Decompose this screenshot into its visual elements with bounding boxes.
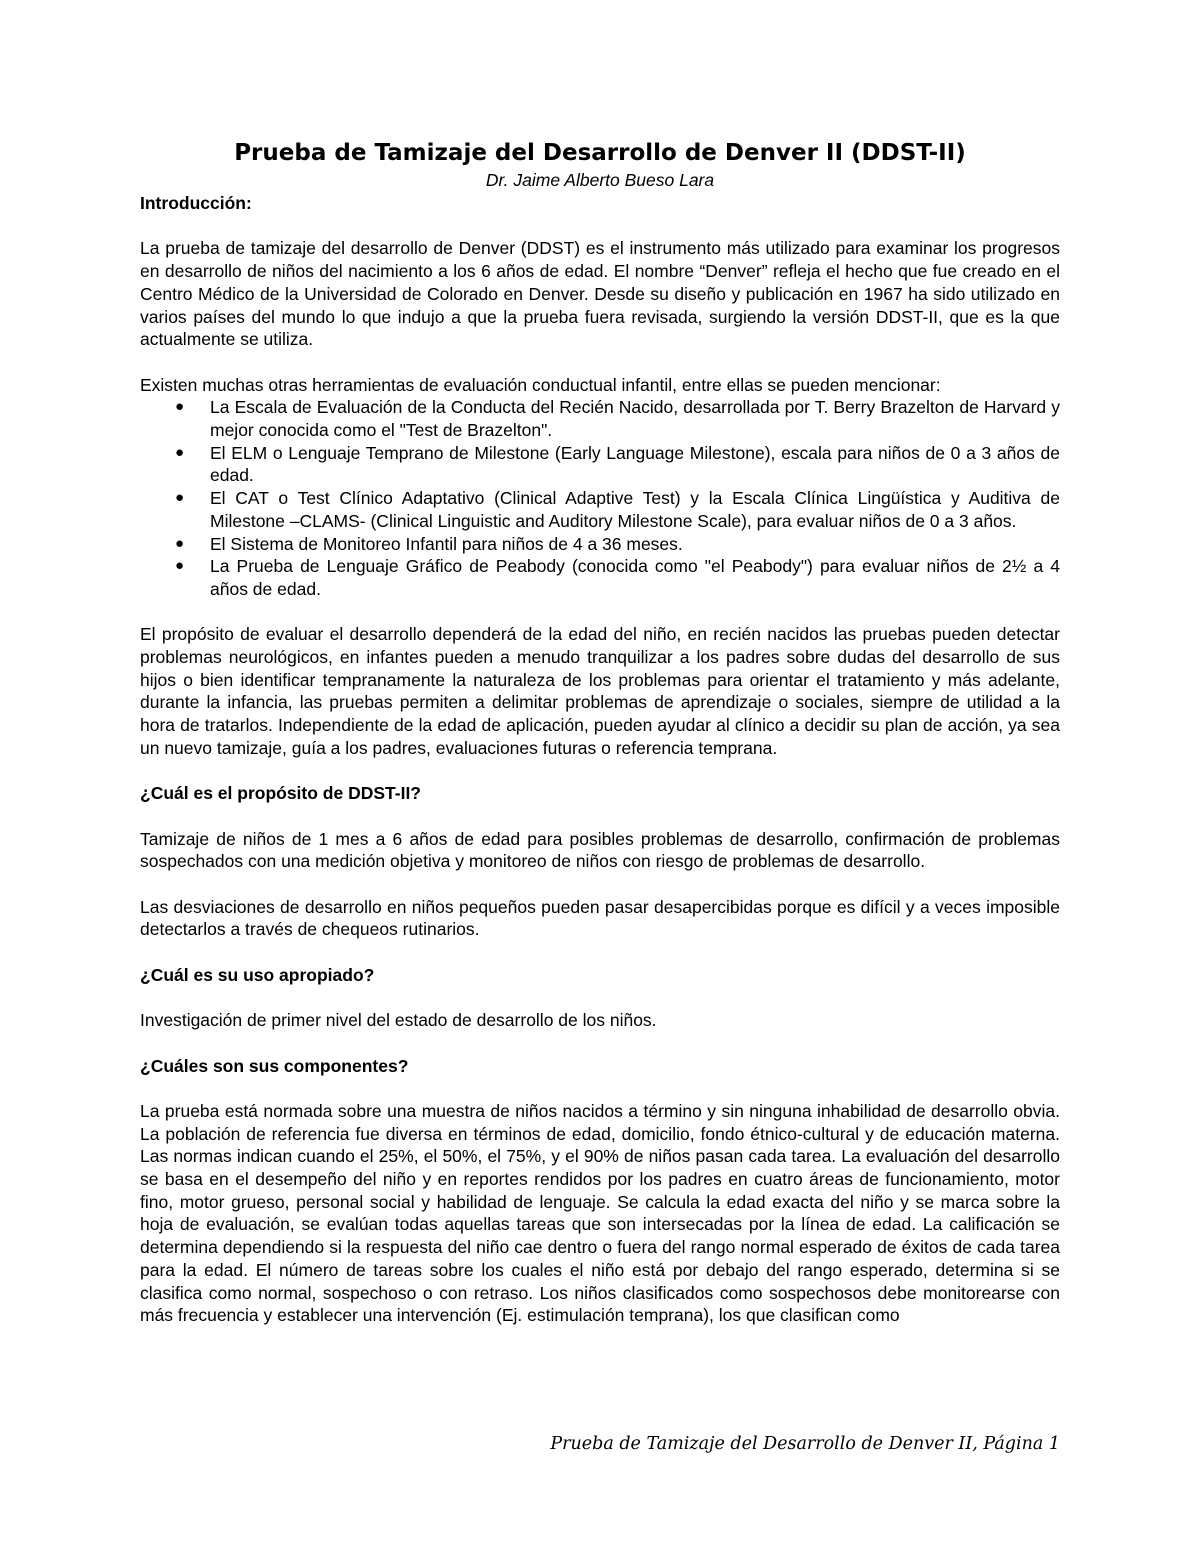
tools-list	[140, 396, 1060, 600]
bullet-icon: ●	[175, 489, 185, 507]
page-content	[140, 138, 1060, 1327]
document-author: Dr. Jaime Alberto Bueso Lara	[485, 170, 715, 190]
intro-heading: Introducción:	[140, 193, 252, 213]
bullet-icon: ●	[175, 398, 185, 416]
purpose-answer-paragraph: Tamizaje de niños de 1 mes a 6 años de edad para posibles problemas de desarrollo, confirmación de problemas sospechados con una medición objetiva y monitoreo de niños con riesgo de problemas de desarrollo.	[140, 828, 1060, 872]
page-footer: Prueba de Tamizaje del Desarrollo de Denver II, Página 1	[550, 1434, 1060, 1454]
list-item	[140, 555, 1060, 600]
list-item	[140, 533, 1060, 556]
list-item-text: La Prueba de Lenguaje Gráfico de Peabody (conocida como "el Peabody") para evaluar niños de 2½ a 4 años de edad.	[210, 556, 1060, 599]
question-heading-components: ¿Cuáles son sus componentes?	[140, 1055, 409, 1076]
bullet-icon: ●	[175, 534, 185, 552]
tools-intro-paragraph: Existen muchas otras herramientas de evaluación conductual infantil, entre ellas se pueden mencionar:	[140, 374, 941, 395]
list-item-text: El ELM o Lenguaje Temprano de Milestone (Early Language Milestone), escala para niños de 0 a 3 años de edad.	[210, 442, 1060, 486]
use-answer-paragraph: Investigación de primer nivel del estado de desarrollo de los niños.	[140, 1010, 657, 1031]
bullet-icon: ●	[175, 557, 185, 575]
bullet-icon: ●	[175, 443, 185, 461]
list-item-text: El Sistema de Monitoreo Infantil para niños de 4 a 36 meses.	[210, 533, 683, 554]
components-paragraph: La prueba está normada sobre una muestra de niños nacidos a término y sin ninguna inhabilidad de desarrollo obvia. La población de referencia fue diversa en términos de edad, domicilio, fondo étnico-cultural y de educación materna. Las normas indican cuando el 25%, el 50%, el 75%, y el 90% de niños pasan cada tarea. La evaluación del desarrollo se basa en el desempeño del niño y en reportes rendidos por los padres en cuatro áreas de funcionamiento, motor fino, motor grueso, personal social y habilidad de lenguaje. Se calcula la edad exacta del niño y se marca sobre la hoja de evaluación, se evalúan todas aquellas tareas que son intersecadas por la línea de edad. La calificación se determina dependiendo si la respuesta del niño cae dentro o fuera del rango normal esperado de éxitos de cada tarea para la edad. El número de tareas sobre los cuales el niño está por debajo del rango esperado, determina si se clasifica como normal, sospechoso o con retraso. Los niños clasificados como sospechosos debe monitorearse con más frecuencia y establecer una intervención (Ej. estimulación temprana), los que clasifican como	[140, 1100, 1060, 1326]
intro-paragraph: La prueba de tamizaje del desarrollo de Denver (DDST) es el instrumento más utilizado para examinar los progresos en desarrollo de niños del nacimiento a los 6 años de edad. El nombre “Denver” refleja el hecho que fue creado en el Centro Médico de la Universidad de Colorado en Denver. Desde su diseño y publicación en 1967 ha sido utilizado en varios países del mundo lo que indujo a que la prueba fuera revisada, surgiendo la versión DDST-II, que es la que actualmente se utiliza.	[140, 238, 1060, 350]
list-item	[140, 442, 1060, 487]
list-item-text: La Escala de Evaluación de la Conducta del Recién Nacido, desarrollada por T. Berry Brazelton de Harvard y mejor conocida como el "Test de Brazelton".	[210, 397, 1060, 440]
question-heading-use: ¿Cuál es su uso apropiado?	[140, 964, 375, 985]
deviations-paragraph: Las desviaciones de desarrollo en niños pequeños pueden pasar desapercibidas porque es difícil y a veces imposible detectarlos a través de chequeos rutinarios.	[140, 896, 1060, 940]
list-item	[140, 487, 1060, 532]
list-item-text: El CAT o Test Clínico Adaptativo (Clinical Adaptive Test) y la Escala Clínica Lingüística y Auditiva de Milestone –CLAMS- (Clinical Linguistic and Auditory Milestone Scale), para evaluar niños de 0 a 3 años.	[210, 488, 1060, 531]
question-heading-purpose: ¿Cuál es el propósito de DDST-II?	[140, 783, 421, 804]
purpose-paragraph: El propósito de evaluar el desarrollo dependerá de la edad del niño, en recién nacidos las pruebas pueden detectar problemas neurológicos, en infantes pueden a menudo tranquilizar a los padres sobre dudas del desarrollo de sus hijos o bien identificar tempranamente la naturaleza de los problemas para orientar el tratamiento y más adelante, durante la infancia, las pruebas permiten a delimitar problemas de aprendizaje o sociales, siempre de utilidad a la hora de tratarlos. Independiente de la edad de aplicación, pueden ayudar al clínico a decidir su plan de acción, ya sea un nuevo tamizaje, guía a los padres, evaluaciones futuras o referencia temprana.	[140, 624, 1060, 758]
list-item	[140, 396, 1060, 441]
document-title: Prueba de Tamizaje del Desarrollo de Denver II (DDST-II)	[234, 140, 966, 166]
